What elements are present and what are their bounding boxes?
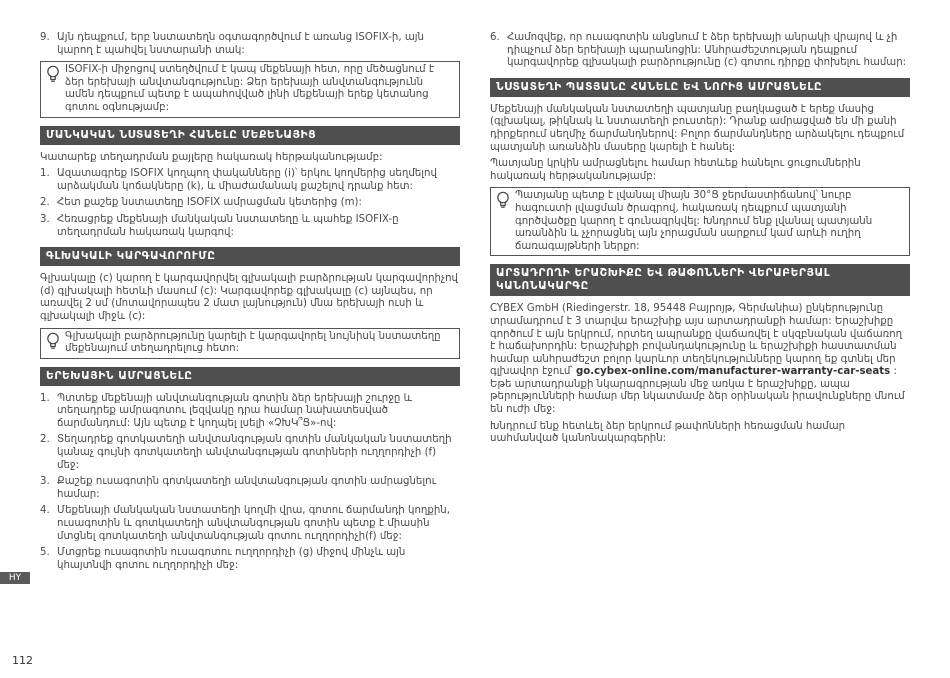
list-item-6	[490, 32, 910, 70]
language-tab: HY	[0, 572, 30, 584]
warranty-paragraph	[490, 303, 910, 416]
item-number: 5.	[40, 547, 50, 559]
item-number: 1.	[40, 392, 50, 404]
page-number: 112	[12, 654, 33, 667]
item-number: 3.	[40, 213, 50, 225]
item-number: 2.	[40, 197, 50, 209]
cover-paragraph-2: Պատյանը կրկին ամրացնելու համար հետևեք հանելու ցուցումներին հակառակ հերթականությամբ:	[490, 158, 861, 182]
note-text: ISOFIX-ի միջոցով ստեղծվում է կապ մեքենայի հետ, որը մեծացնում է ձեր երեխայի անվտանգությունը: Ձեր երեխայի անվտանգությունն ամեն դեպքում պետք է ապահովված լինի մեքենայի երեք կետանոց գոտու օգնությամբ:	[65, 64, 435, 113]
item-number: 6.	[490, 32, 500, 43]
list-item	[40, 197, 460, 210]
right-column	[490, 32, 910, 450]
lightbulb-icon	[46, 65, 60, 83]
list-item	[40, 214, 460, 239]
cover-paragraph-1: Մեքենայի մանկական նստատեղի պատյանը բաղկացած է երեք մասից (գլխակալ, թիկնակ և նստատեղի բուստեր): Դրանք ամրացված են մի քանի դիրքերում սեղմիչ ճարմանդներով: Բոլոր ճարմանդները արձակելու դեպքում պատյանի առանձին մասերը կարելի է հանել:	[490, 103, 905, 153]
item-text: Մեքենայի մանկական նստատեղի կողմի վրա, գոտու ճարմանդի կողքին, ուսագոտին և գոտկատեղի անվտանգության գոտին պետք է միասին մտցնել գոտկատեղի անվտանգության գոտու ուղղորդիչի(f) մեջ:	[57, 505, 451, 542]
item-number: 2.	[40, 434, 50, 446]
section-heading-remove-seat: ՄԱՆԿԱԿԱՆ ՆՍՏԱՏԵՂԻ ՀԱՆԵԼԸ ՄԵՔԵՆԱՅԻՑ	[40, 126, 460, 145]
item-number: 3.	[40, 476, 50, 488]
lightbulb-icon	[46, 332, 60, 350]
list-item	[40, 547, 460, 572]
item-number: 9.	[40, 32, 50, 43]
item-number: 4.	[40, 505, 50, 517]
warranty-link[interactable]: go.cybex-online.com/manufacturer-warranty-car-seats	[575, 366, 891, 378]
list-item	[40, 434, 460, 472]
note-text: Պատյանը պետք է լվանալ միայն 30°Ց ջերմաստիճանով՝ նուրբ հագուստի լվացման ծրագրով, հակառակ դեպքում պատյանի գործվածքը կարող է գունազրկվել: Խնդրում ենք լվանալ պատյանն առանձին և չչորացնել այն չորացման սարքում կամ արևի ուղիղ ճառագայթների ներքո:	[515, 190, 873, 252]
info-note-headrest	[40, 328, 460, 359]
item-text: Քաշեք ուսագոտին գոտկատեղի անվտանգության գոտին ամրացնելու համար:	[57, 476, 437, 500]
lightbulb-icon	[496, 191, 510, 209]
item-text: Մտցրեք ուսագոտին ուսագոտու ուղղորդիչի (g) միջով մինչև այն կհայտնվի գոտու ուղղորդիչի մեջ:	[57, 547, 406, 571]
item-text: Հեռացրեք մեքենայի մանկական նստատեղը և պահեք ISOFIX-ը տեղադրման հակառակ կարգով:	[57, 213, 399, 238]
section-intro: Կատարեք տեղադրման քայլերը հակառակ հերթականությամբ:	[40, 151, 383, 163]
list-item-9	[40, 32, 460, 57]
section-heading-headrest: ԳԼԽԱԿԱԼԻ ԿԱՐԳԱՎՈՐՈՒՄԸ	[40, 247, 460, 266]
item-text: Ազատագրեք ISOFIX կողպող փականները (i)՝ երկու կողմերից սեղմելով արձակման կոճակները (k), և միաժամանակ քաշելով դրանք հետ:	[57, 168, 437, 192]
section-heading-warranty: ԱՐՏԱԴՐՈՂԻ ԵՐԱՇԽԻՔԸ ԵՎ ԹԱՓՈՆՆԵՐԻ ՎԵՐԱԲԵՐՅԱԼ ԿԱՆՈՆԱԿԱՐԳԸ	[490, 264, 910, 296]
list-item	[40, 505, 460, 543]
section-heading-cover-care: ՆՍՏԱՏԵՂԻ ՊԱՏՅԱՆԸ ՀԱՆԵԼԸ ԵՎ ՆՈՐԻՑ ԱՄՐԱՑՆԵԼԸ	[490, 78, 910, 97]
list-item	[40, 393, 460, 431]
item-text: Այն դեպքում, երբ նստատեղն օգտագործվում է առանց ISOFIX-ի, այն կարող է պահվել նստարանի տակ:	[57, 32, 425, 56]
item-number: 1.	[40, 168, 50, 180]
item-text: Համոզվեք, որ ուսագոտին անցնում է ձեր երեխայի անրակի վրայով և չի դիպչում ձեր երեխայի պարանոցին: Անհրաժեշտության դեպքում կարգավորեք գլխակալի բարձրությունը (c) գոտու դիրքը փոխելու համար:	[507, 32, 907, 69]
note-text: Գլխակալի բարձրությունը կարելի է կարգավորել նույնիսկ նստատեղը մեքենայում տեղադրելուց հետո:	[65, 330, 441, 355]
list-item	[40, 476, 460, 501]
disposal-paragraph: Խնդրում ենք հետևել ձեր երկրում թափոնների հեռացման համար սահմանված կանոնակարգերին:	[490, 420, 846, 445]
item-text: Հետ քաշեք նստատեղը ISOFIX ամրացման կետերից (m):	[57, 197, 362, 209]
left-column	[40, 32, 460, 576]
list-item	[40, 168, 460, 193]
headrest-paragraph: Գլխակալը (c) կարող է կարգավորվել գլխակալի բարձրության կարգավորիչով (d) գլխակալի հետևի մասում (c): Կարգավորեք գլխակալը (c) այնպես, որ առավել 2 սմ (մոտավորապես 2 մատ լայնություն) մնա երեխայի ուսի և գլխակալի միջև (c):	[40, 273, 459, 322]
warranty-text: CYBEX GmbH (Riedingerstr. 18, 95448 Բայրոյթ, Գերմանիա) ընկերությունը տրամադրում է 3 տարվա երաշխիք այս արտադրանքի համար: Երաշխիքը գործում է այն երկրում, որտեղ ապրանքը վաճառվել է սկզբնական վաճառող է հաճախորդին: Երաշխիքի բովանդակությունը և երաշխիքի հաստատման համար անհրաժեշտ բոլոր կարևոր տեղեկությունները կարող եք գտնել մեր գլխավոր էջում՝	[490, 303, 903, 378]
item-text: Տեղադրեք գոտկատեղի անվտանգության գոտին մանկական նստատեղի կանաչ գույնի գոտկատեղի անվտանգության գոտիների ուղղորդիչի (f) մեջ:	[57, 434, 452, 471]
info-note-washing	[490, 187, 910, 256]
section-heading-secure-child: ԵՐԵԽԱՅԻՆ ԱՄՐԱՑՆԵԼԸ	[40, 367, 460, 386]
warranty-text-tail: : Եթե արտադրանքի նկարագրության մեջ առկա է երաշխիքը, ապա թերությունների համար մեր նկատմամբ ձեր օրինական իրավունքները մնում են ուժի մեջ:	[490, 366, 905, 416]
item-text: Պտտեք մեքենայի անվտանգության գոտին ձեր երեխայի շուրջը և տեղադրեք ամրագոտու լեզվակը դրա համար նախատեսված ճարմանդում: Այն պետք է կողպել լսելի «ՉԽԿ՞Ց»-ով:	[57, 392, 412, 429]
info-note-isofix	[40, 61, 460, 117]
